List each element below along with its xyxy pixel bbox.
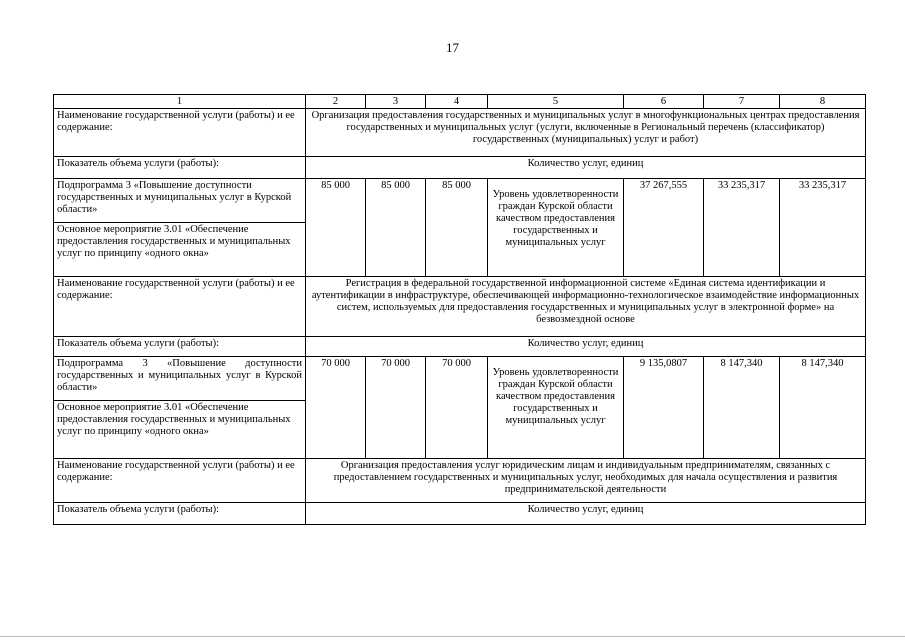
service-name-label: Наименование государственной услуги (работы) и ее содержание: [54, 109, 306, 157]
header-col-5: 5 [488, 95, 624, 109]
indicator-label: Показатель объема услуги (работы): [54, 337, 306, 357]
indicator-row [54, 337, 866, 357]
value-col-3: 85 000 [366, 179, 426, 277]
value-col-7: 33 235,317 [704, 179, 780, 277]
header-col-6: 6 [624, 95, 704, 109]
indicator-value: Количество услуг, единиц [306, 337, 866, 357]
indicator-row [54, 503, 866, 525]
indicator-description: Уровень удовлетворенности граждан Курской области качеством предоставления государственных и муниципальных услуг [488, 179, 624, 277]
page-edge-line [0, 636, 905, 637]
service-name-label: Наименование государственной услуги (работы) и ее содержание: [54, 459, 306, 503]
indicator-label: Показатель объема услуги (работы): [54, 157, 306, 179]
header-col-1: 1 [54, 95, 306, 109]
service-name-row [54, 277, 866, 337]
service-name-value: Организация предоставления государственных и муниципальных услуг в многофункциональных центрах предоставления государственных и муниципальных услуг (услуги, включенные в Региональный перечень (классификатор) государственных (муниципальных) услуг и работ) [306, 109, 866, 157]
indicator-value: Количество услуг, единиц [306, 503, 866, 525]
value-col-2: 70 000 [306, 357, 366, 459]
program-table [53, 94, 866, 525]
page-number: 17 [446, 40, 459, 55]
value-col-8: 33 235,317 [780, 179, 866, 277]
header-col-2: 2 [306, 95, 366, 109]
service-name-row [54, 109, 866, 157]
subprogram-label: Подпрограмма 3 «Повышение доступности государственных и муниципальных услуг в Курской области» [54, 179, 306, 223]
header-col-4: 4 [426, 95, 488, 109]
measure-label: Основное мероприятие 3.01 «Обеспечение предоставления государственных и муниципальных услуг по принципу «одного окна» [54, 223, 306, 277]
value-col-3: 70 000 [366, 357, 426, 459]
value-col-8: 8 147,340 [780, 357, 866, 459]
header-col-3: 3 [366, 95, 426, 109]
subprogram-row [54, 179, 866, 223]
header-row [54, 95, 866, 109]
measure-label: Основное мероприятие 3.01 «Обеспечение предоставления государственных и муниципальных услуг по принципу «одного окна» [54, 401, 306, 459]
value-col-4: 85 000 [426, 179, 488, 277]
subprogram-row [54, 357, 866, 401]
indicator-value: Количество услуг, единиц [306, 157, 866, 179]
service-name-label: Наименование государственной услуги (работы) и ее содержание: [54, 277, 306, 337]
subprogram-label: Подпрограмма 3 «Повышение доступности государственных и муниципальных услуг в Курской области» [54, 357, 306, 401]
value-col-4: 70 000 [426, 357, 488, 459]
value-col-6: 9 135,0807 [624, 357, 704, 459]
indicator-description: Уровень удовлетворенности граждан Курской области качеством предоставления государственных и муниципальных услуг [488, 357, 624, 459]
value-col-6: 37 267,555 [624, 179, 704, 277]
service-name-value: Организация предоставления услуг юридическим лицам и индивидуальным предпринимателям, связанных с предоставлением государственных и муниципальных услуг, необходимых для начала осуществления и развития предпринимательской деятельности [306, 459, 866, 503]
header-col-7: 7 [704, 95, 780, 109]
indicator-label: Показатель объема услуги (работы): [54, 503, 306, 525]
header-col-8: 8 [780, 95, 866, 109]
value-col-7: 8 147,340 [704, 357, 780, 459]
indicator-row [54, 157, 866, 179]
service-name-value: Регистрация в федеральной государственной информационной системе «Единая система идентификации и аутентификации в инфраструктуре, обеспечивающей информационно-технологическое взаимодействие информационных систем, используемых для предоставления государственных и муниципальных услуг в электронной форме» на безвозмездной основе [306, 277, 866, 337]
value-col-2: 85 000 [306, 179, 366, 277]
service-name-row [54, 459, 866, 503]
